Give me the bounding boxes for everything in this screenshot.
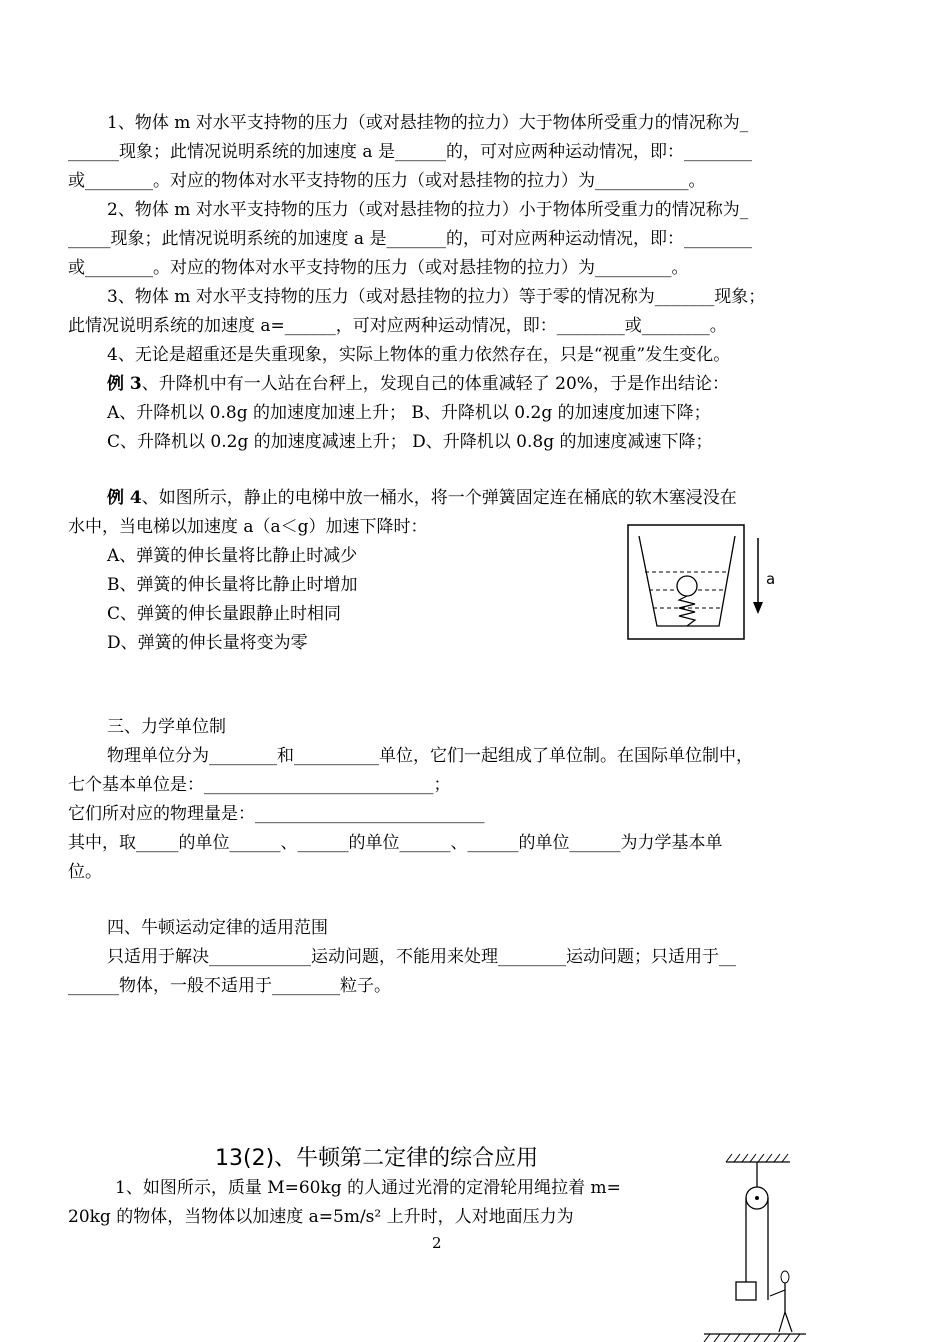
text-line xyxy=(107,917,328,939)
text-line xyxy=(107,286,765,308)
text-line xyxy=(107,402,711,424)
text-line xyxy=(115,1177,621,1199)
text-line-content: 或________。对应的物体对水平支持物的压力（或对悬挂物的拉力）为_________。 xyxy=(68,258,689,278)
text-line xyxy=(68,861,102,883)
text-line-content: 三、力学单位制 xyxy=(107,717,226,737)
text-line xyxy=(107,431,713,453)
text-line xyxy=(107,112,748,134)
text-line-content: 它们所对应的物理量是：___________________________ xyxy=(68,804,485,824)
text-line xyxy=(107,716,226,738)
text-line xyxy=(68,516,428,538)
text-line xyxy=(68,141,752,163)
text-line xyxy=(107,545,357,567)
acceleration-label: a xyxy=(766,570,776,588)
text-line-content: 四、牛顿运动定律的适用范围 xyxy=(107,918,328,938)
pulley-figure xyxy=(700,1150,810,1342)
text-line xyxy=(107,487,737,509)
text-line-content: 物理单位分为________和__________单位，它们一起组成了单位制。在国际单位制中， xyxy=(107,746,753,766)
text-line-content: 2、物体 m 对水平支持物的压力（或对悬挂物的拉力）小于物体所受重力的情况称为_ xyxy=(107,200,749,220)
text-line xyxy=(107,344,730,366)
text-line-content: 水中，当电梯以加速度 a（a＜g）加速下降时： xyxy=(68,517,428,537)
text-line-content: 3、物体 m 对水平支持物的压力（或对悬挂物的拉力）等于零的情况称为_______现象； xyxy=(107,287,766,307)
text-line-content: ______物体，一般不适用于________粒子。 xyxy=(68,976,391,996)
text-line-content: 1、物体 m 对水平支持物的压力（或对悬挂物的拉力）大于物体所受重力的情况称为_ xyxy=(107,113,749,133)
text-line-content: A、升降机以 0.8g 的加速度加速上升； B、升降机以 0.2g 的加速度加速下降； xyxy=(107,403,711,423)
text-line-content: _____现象；此情况说明系统的加速度 a 是_______的，可对应两种运动情况，即：________ xyxy=(68,229,752,249)
text-line xyxy=(68,774,451,796)
text-line-content: 七个基本单位是：___________________________； xyxy=(68,775,451,795)
example-label: 例 3 xyxy=(107,374,142,394)
text-line-content: B、弹簧的伸长量将比静止时增加 xyxy=(107,575,358,595)
text-line xyxy=(68,975,391,997)
text-line-content: D、弹簧的伸长量将变为零 xyxy=(107,633,308,653)
text-line-content: C、升降机以 0.2g 的加速度减速上升； D、升降机以 0.8g 的加速度减速下降； xyxy=(107,432,713,452)
text-line xyxy=(68,228,752,250)
text-line xyxy=(68,170,706,192)
text-line-content: 此情况说明系统的加速度 a=______，可对应两种运动情况，即：________或________。 xyxy=(68,316,727,336)
text-line xyxy=(107,946,736,968)
text-line xyxy=(68,1206,574,1228)
section-title: 13(2)、牛顿第二定律的综合应用 xyxy=(215,1146,539,1171)
text-line xyxy=(107,745,753,767)
text-line-content: 1、如图所示，质量 M=60kg 的人通过光滑的定滑轮用绳拉着 m= xyxy=(115,1178,621,1198)
text-line xyxy=(107,574,358,596)
text-line-content: 或________。对应的物体对水平支持物的压力（或对悬挂物的拉力）为___________。 xyxy=(68,171,706,191)
text-line xyxy=(107,632,308,654)
text-line-content: 、升降机中有一人站在台秤上，发现自己的体重减轻了 20%，于是作出结论： xyxy=(141,374,729,394)
text-line xyxy=(68,832,723,854)
elevator-bucket-figure xyxy=(627,524,747,642)
text-line xyxy=(68,315,727,337)
text-line-content: 位。 xyxy=(68,862,102,882)
text-line xyxy=(68,803,485,825)
text-line-content: 、如图所示，静止的电梯中放一桶水，将一个弹簧固定连在桶底的软木塞浸没在 xyxy=(141,488,737,508)
text-line-content: 其中，取_____的单位______、______的单位______、______的单位______为力学基本单 xyxy=(68,833,723,853)
text-line xyxy=(107,603,341,625)
acceleration-arrow xyxy=(750,536,780,616)
text-line-content: 20kg 的物体，当物体以加速度 a=5m/s² 上升时，人对地面压力为 xyxy=(68,1207,574,1227)
text-line xyxy=(107,199,748,221)
page-number: 2 xyxy=(432,1234,442,1252)
text-line xyxy=(68,257,689,279)
text-line xyxy=(107,373,729,395)
text-line-content: 4、无论是超重还是失重现象，实际上物体的重力依然存在，只是“视重”发生变化。 xyxy=(107,345,731,365)
text-line-content: 只适用于解决____________运动问题，不能用来处理________运动问题；只适用于__ xyxy=(107,947,736,967)
text-line-content: ______现象；此情况说明系统的加速度 a 是______的，可对应两种运动情况，即：________ xyxy=(68,142,752,162)
text-line-content: A、弹簧的伸长量将比静止时减少 xyxy=(107,546,358,566)
text-line-content: C、弹簧的伸长量跟静止时相同 xyxy=(107,604,342,624)
example-label: 例 4 xyxy=(107,488,142,508)
